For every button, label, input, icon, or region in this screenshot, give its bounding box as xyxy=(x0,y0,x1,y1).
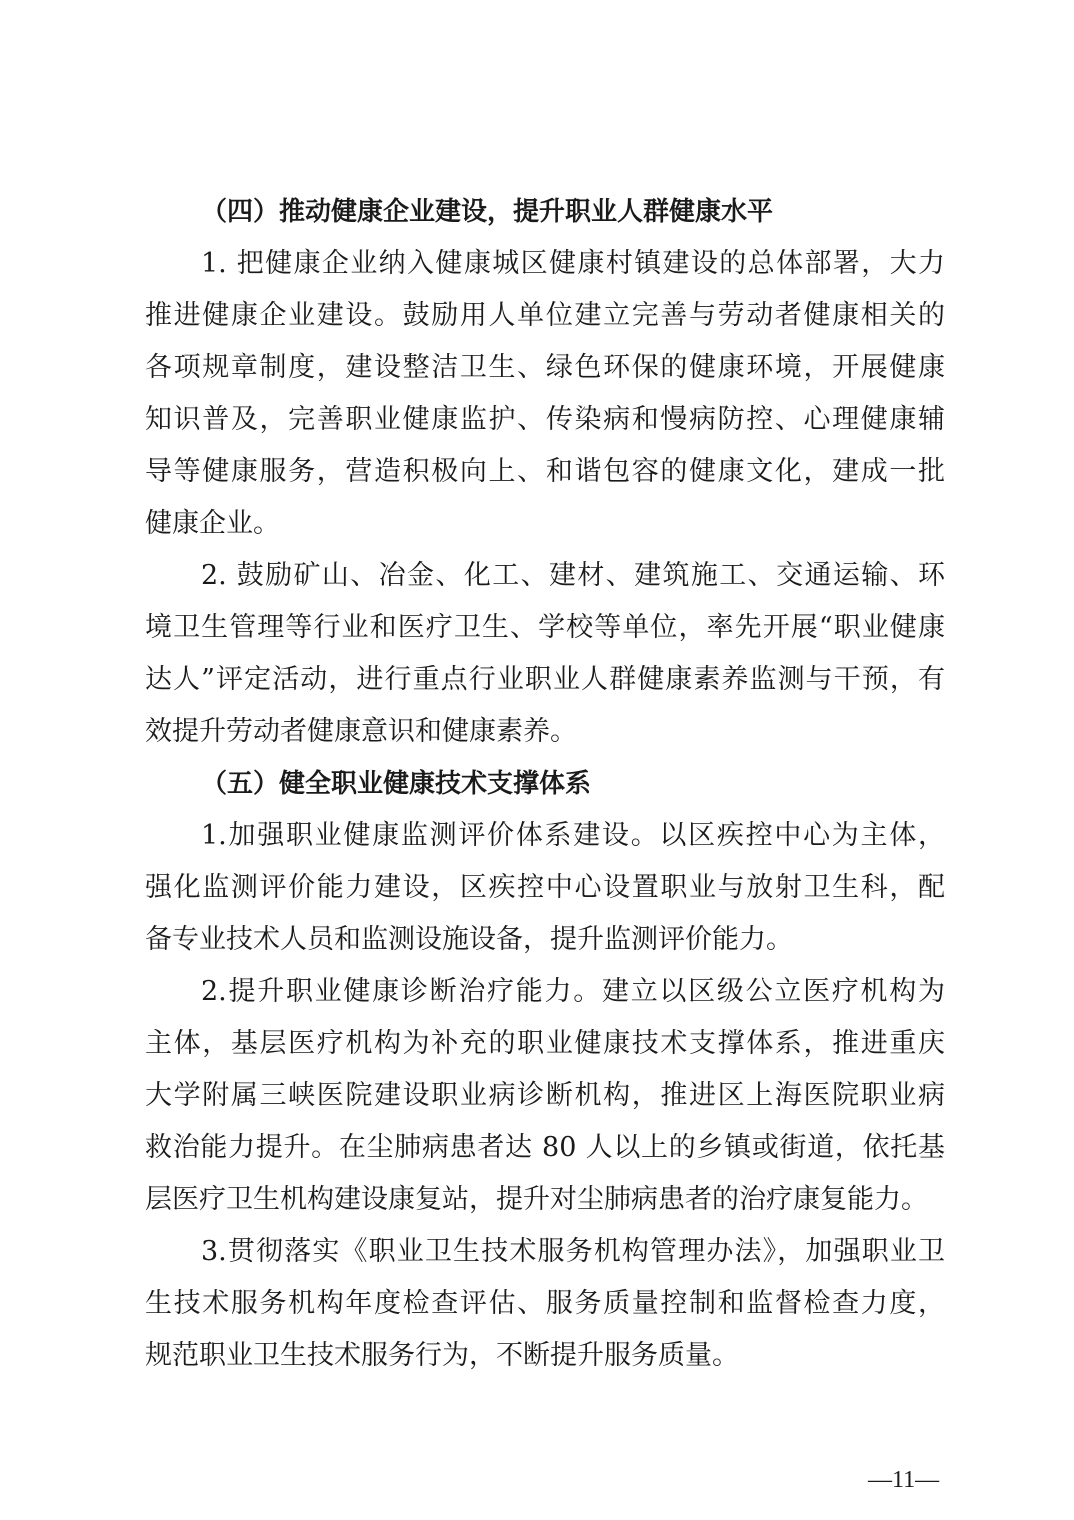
text-line: 推进健康企业建设。鼓励用人单位建立完善与劳动者健康相关的 xyxy=(145,300,945,331)
text-line: 生技术服务机构年度检查评估、服务质量控制和监督检查力度， xyxy=(145,1288,945,1319)
paragraph-5-1 xyxy=(145,810,945,966)
text-line: 各项规章制度，建设整洁卫生、绿色环保的健康环境，开展健康 xyxy=(145,352,945,383)
page-number: —11— xyxy=(868,1467,940,1493)
text-line: 2.提升职业健康诊断治疗能力。建立以区级公立医疗机构为 xyxy=(201,976,945,1007)
text-line: 效提升劳动者健康意识和健康素养。 xyxy=(145,716,577,747)
text-line: 导等健康服务，营造积极向上、和谐包容的健康文化，建成一批 xyxy=(145,456,945,487)
section-heading-4: （四）推动健康企业建设，提升职业人群健康水平 xyxy=(201,197,774,227)
paragraph-5-2 xyxy=(145,966,945,1226)
paragraph-4-2 xyxy=(145,550,945,758)
text-line: 境卫生管理等行业和医疗卫生、学校等单位，率先开展“职业健康 xyxy=(145,612,945,643)
text-line: 达人”评定活动，进行重点行业职业人群健康素养监测与干预，有 xyxy=(145,664,945,695)
text-line: 2. 鼓励矿山、冶金、化工、建材、建筑施工、交通运输、环 xyxy=(201,560,945,591)
text-line: 3.贯彻落实《职业卫生技术服务机构管理办法》，加强职业卫 xyxy=(201,1236,945,1267)
text-line: 主体，基层医疗机构为补充的职业健康技术支撑体系，推进重庆 xyxy=(145,1028,945,1059)
paragraph-4-1 xyxy=(145,238,945,550)
text-line: 强化监测评价能力建设，区疾控中心设置职业与放射卫生科，配 xyxy=(145,872,945,903)
text-line: 层医疗卫生机构建设康复站，提升对尘肺病患者的治疗康复能力。 xyxy=(145,1184,928,1215)
text-line: 备专业技术人员和监测设施设备，提升监测评价能力。 xyxy=(145,924,793,955)
text-line: 1. 把健康企业纳入健康城区健康村镇建设的总体部署，大力 xyxy=(201,248,945,279)
document-body xyxy=(145,186,945,1382)
text-line: 大学附属三峡医院建设职业病诊断机构，推进区上海医院职业病 xyxy=(145,1080,945,1111)
text-line: 知识普及，完善职业健康监护、传染病和慢病防控、心理健康辅 xyxy=(145,404,945,435)
section-heading-5: （五）健全职业健康技术支撑体系 xyxy=(201,769,592,799)
text-line: 救治能力提升。在尘肺病患者达 80 人以上的乡镇或街道，依托基 xyxy=(145,1132,945,1163)
text-line: 规范职业卫生技术服务行为，不断提升服务质量。 xyxy=(145,1340,739,1371)
text-line: 1.加强职业健康监测评价体系建设。以区疾控中心为主体， xyxy=(201,820,945,851)
paragraph-5-3 xyxy=(145,1226,945,1382)
text-line: 健康企业。 xyxy=(145,508,280,539)
